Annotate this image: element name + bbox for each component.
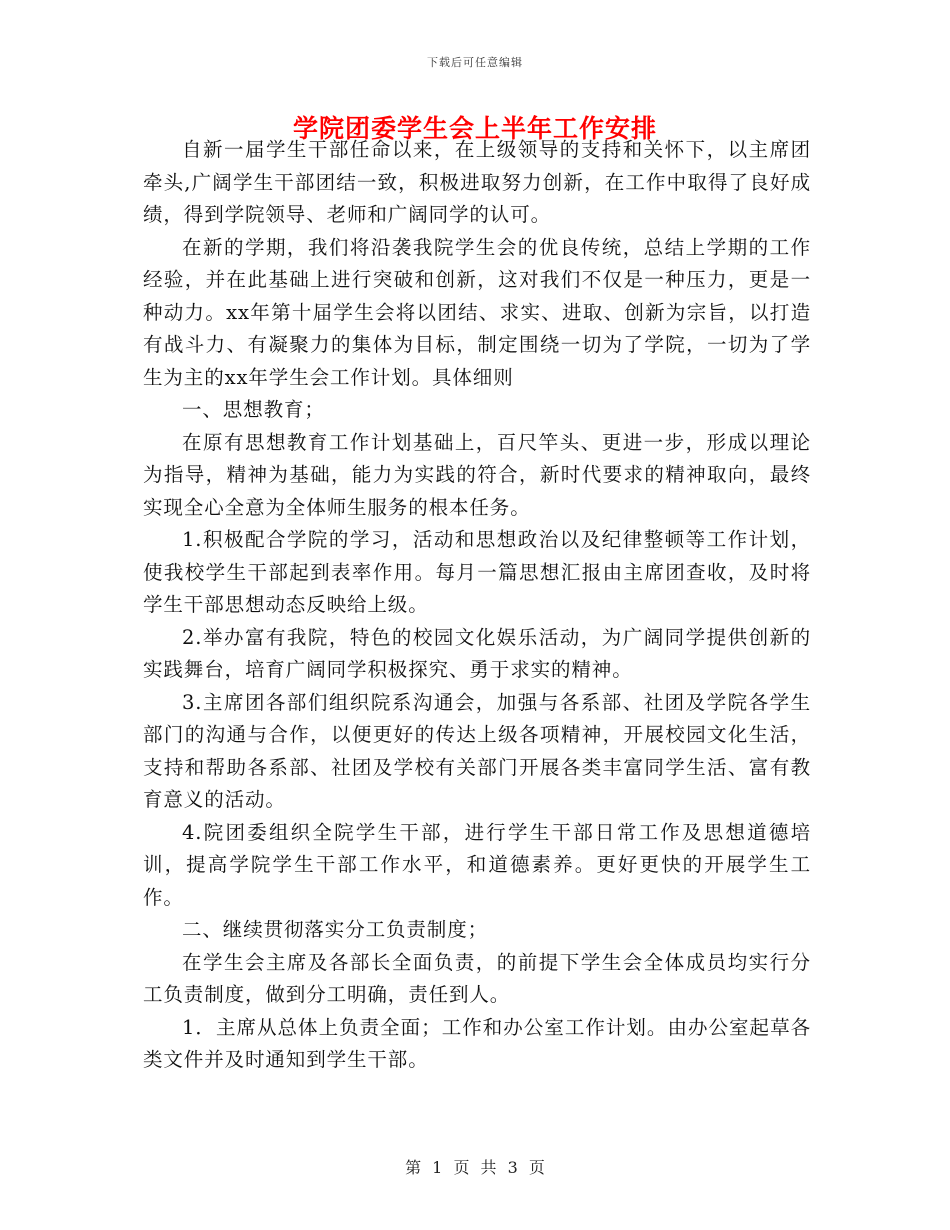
- header-note: 下载后可任意编辑: [427, 56, 523, 69]
- list-item: 1.积极配合学院的学习，活动和思想政治以及纪律整顿等工作计划，使我校学生干部起到表率作用。每月一篇思想汇报由主席团查收，及时将学生干部思想动态反映给上级。: [143, 528, 811, 616]
- document-title: 学院团委学生会上半年工作安排: [292, 114, 657, 143]
- list-item: 2.举办富有我院，特色的校园文化娱乐活动，为广阔同学提供创新的实践舞台，培育广阔同学积极探究、勇于求实的精神。: [143, 625, 811, 681]
- paragraph: 在学生会主席及各部长全面负责，的前提下学生会全体成员均实行分工负责制度，做到分工明确，责任到人。: [143, 950, 811, 1006]
- paragraph: 自新一届学生干部任命以来，在上级领导的支持和关怀下，以主席团牵头,广阔学生干部团结一致，积极进取努力创新，在工作中取得了良好成绩，得到学院领导、老师和广阔同学的认可。: [143, 138, 811, 226]
- paragraph: 在新的学期，我们将沿袭我院学生会的优良传统，总结上学期的工作经验，并在此基础上进行突破和创新，这对我们不仅是一种压力，更是一种动力。xx年第十届学生会将以团结、求实、进取、创新为宗旨，以打造有战斗力、有凝聚力的集体为目标，制定围绕一切为了学院，一切为了学生为主的xx年学生会工作计划。具体细则: [143, 235, 811, 389]
- list-item: 3.主席团各部们组织院系沟通会，加强与各系部、社团及学院各学生部门的沟通与合作，以便更好的传达上级各项精神，开展校园文化生活，支持和帮助各系部、社团及学校有关部门开展各类丰富同学生活、富有教育意义的活动。: [143, 690, 811, 811]
- page-number: 第 1 页 共 3 页: [405, 1158, 545, 1177]
- section-heading: 二、继续贯彻落实分工负责制度；: [182, 918, 489, 941]
- list-item: 1．主席从总体上负责全面；工作和办公室工作计划。由办公室起草各类文件并及时通知到学生干部。: [143, 1015, 811, 1071]
- section-heading: 一、思想教育；: [182, 398, 325, 421]
- paragraph: 在原有思想教育工作计划基础上，百尺竿头、更进一步，形成以理论为指导，精神为基础，能力为实践的符合，新时代要求的精神取向，最终实现全心全意为全体师生服务的根本任务。: [143, 430, 811, 519]
- document-body: [143, 134, 811, 1077]
- list-item: 4.院团委组织全院学生干部，进行学生干部日常工作及思想道德培训，提高学院学生干部工作水平，和道德素养。更好更快的开展学生工作。: [143, 820, 811, 909]
